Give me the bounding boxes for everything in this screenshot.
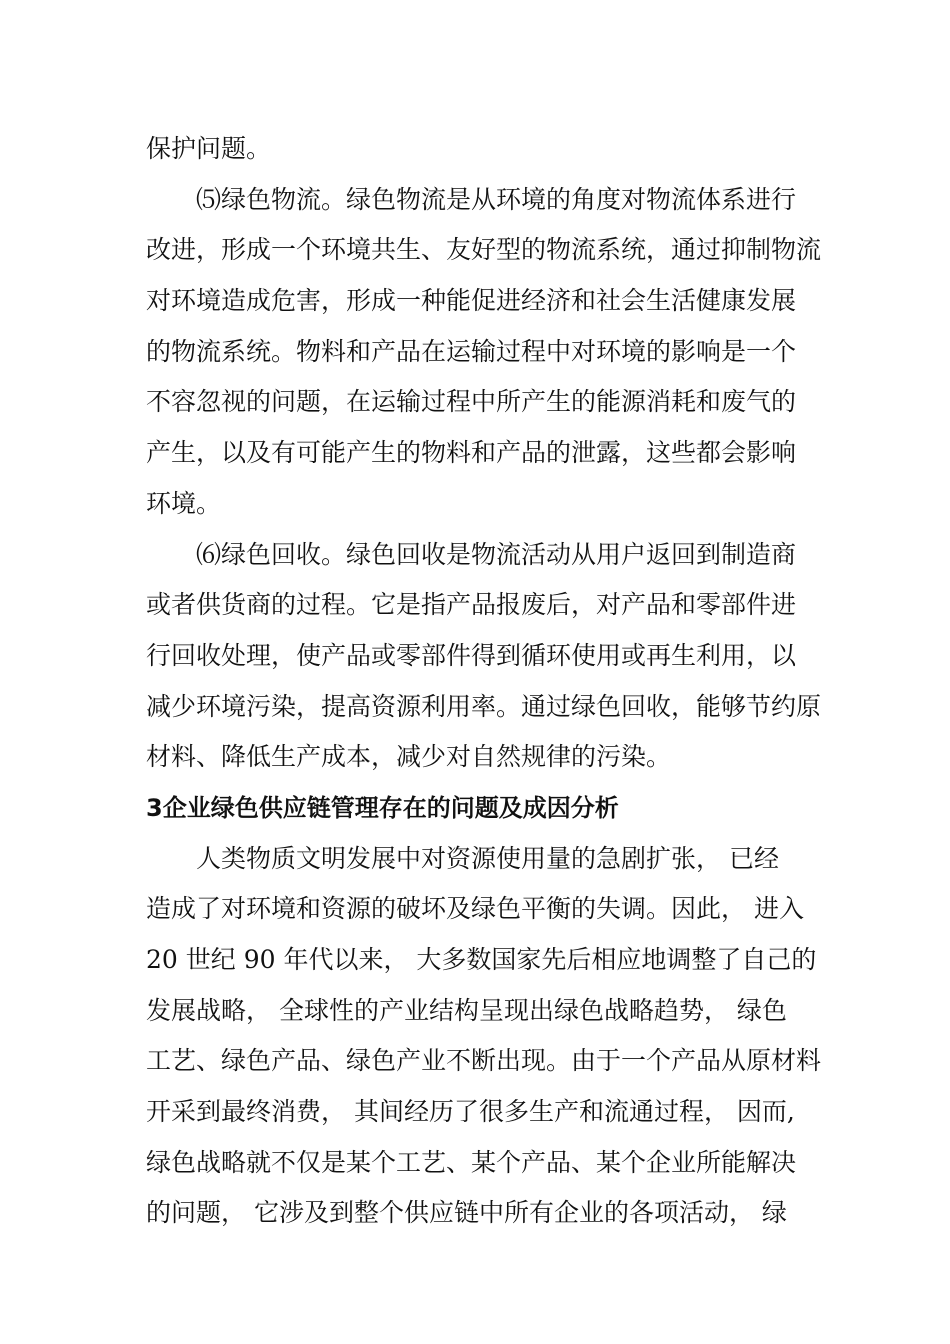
paragraph-line: 对环境造成危害，形成一种能促进经济和社会生活健康发展 bbox=[146, 286, 797, 316]
paragraph-line: 工艺、绿色产品、绿色产业不断出现。由于一个产品从原材料 bbox=[146, 1046, 822, 1076]
paragraph-line: 环境。 bbox=[146, 488, 222, 518]
paragraph-line: ⑸绿色物流。绿色物流是从环境的角度对物流体系进行 bbox=[196, 184, 797, 214]
paragraph-line: 产生，以及有可能产生的物料和产品的泄露，这些都会影响 bbox=[146, 438, 797, 468]
paragraph-line: 不容忽视的问题，在运输过程中所产生的能源消耗和废气的 bbox=[146, 387, 797, 417]
paragraph-line: 材料、降低生产成本，减少对自然规律的污染。 bbox=[146, 742, 672, 772]
paragraph-line: 改进，形成一个环境共生、友好型的物流系统，通过抑制物流 bbox=[146, 235, 822, 265]
paragraph-line: 保护问题。 bbox=[146, 134, 272, 163]
paragraph-line: 或者供货商的过程。它是指产品报废后，对产品和零部件进 bbox=[146, 590, 797, 620]
document-body bbox=[146, 124, 822, 1239]
paragraph-line: ⑹绿色回收。绿色回收是物流活动从用户返回到制造商 bbox=[196, 539, 797, 569]
paragraph-line: 的物流系统。物料和产品在运输过程中对环境的影响是一个 bbox=[146, 336, 797, 366]
paragraph-line: 20 世纪 90 年代以来， 大多数国家先后相应地调整了自己的 bbox=[146, 945, 817, 974]
paragraph-line: 减少环境污染，提高资源利用率。通过绿色回收，能够节约原 bbox=[146, 691, 822, 721]
paragraph-line: 行回收处理，使产品或零部件得到循环使用或再生利用，以 bbox=[146, 640, 797, 670]
section-heading: 3企业绿色供应链管理存在的问题及成因分析 bbox=[146, 793, 619, 822]
paragraph-line: 开采到最终消费， 其间经历了很多生产和流通过程， 因而, bbox=[146, 1097, 795, 1127]
paragraph-line: 发展战略， 全球性的产业结构呈现出绿色战略趋势， 绿色 bbox=[146, 995, 787, 1025]
paragraph-line: 绿色战略就不仅是某个工艺、某个产品、某个企业所能解决 bbox=[146, 1147, 797, 1177]
paragraph-line: 人类物质文明发展中对资源使用量的急剧扩张， 已经 bbox=[196, 843, 779, 873]
paragraph-line: 造成了对环境和资源的破坏及绿色平衡的失调。因此， 进入 bbox=[146, 894, 804, 924]
paragraph-line: 的问题， 它涉及到整个供应链中所有企业的各项活动， 绿 bbox=[146, 1198, 787, 1228]
